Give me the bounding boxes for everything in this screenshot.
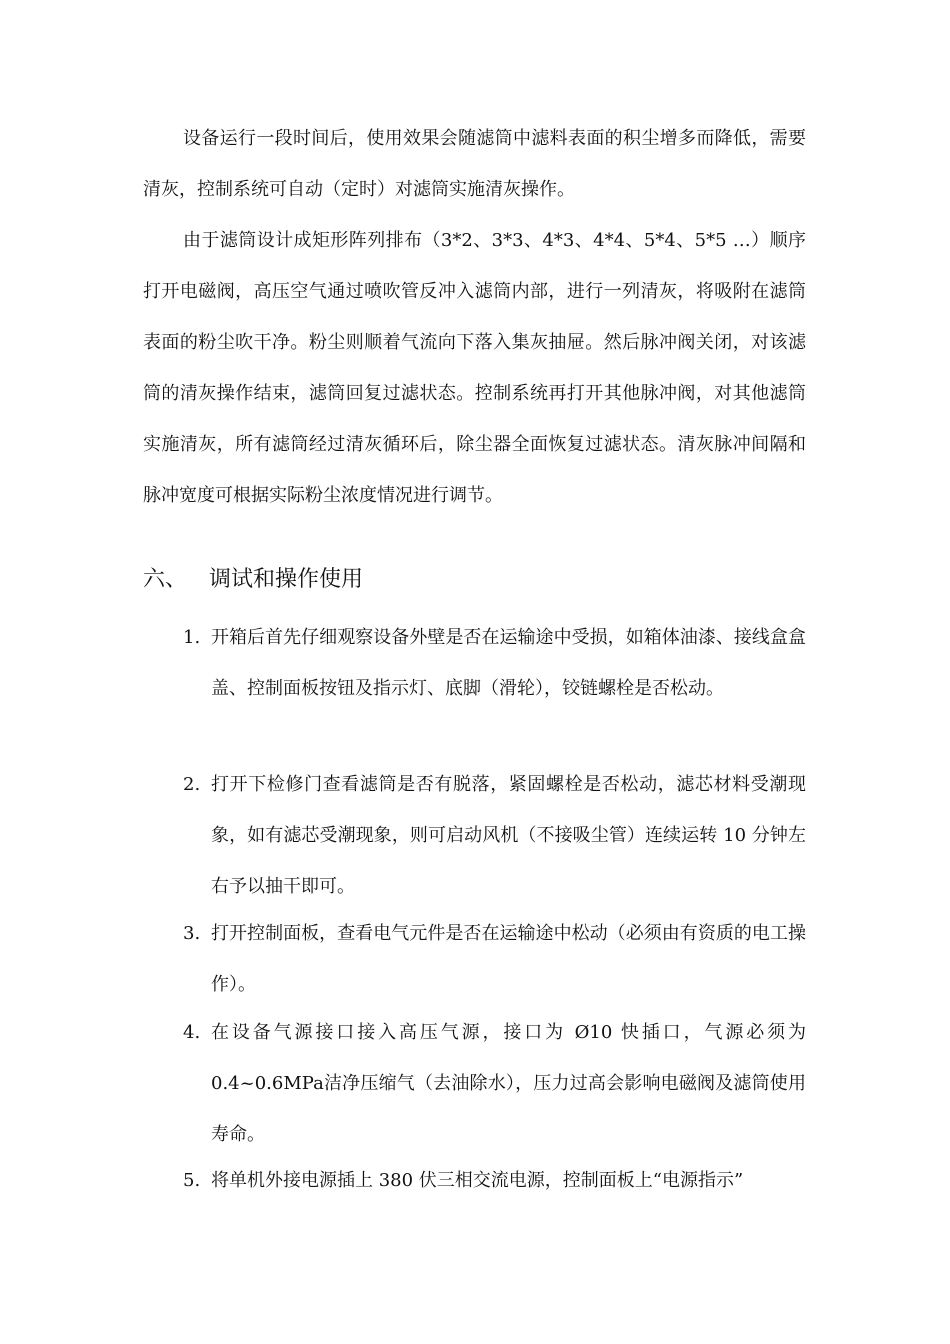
- list-item-text: 开箱后首先仔细观察设备外壁是否在运输途中受损，如箱体油漆、接线盒盒盖、控制面板按钮及指示灯、底脚（滑轮），铰链螺栓是否松动。: [211, 627, 806, 699]
- body-paragraph: 由于滤筒设计成矩形阵列排布（3*2、3*3、4*3、4*4、5*4、5*5 …）顺序打开电磁阀，高压空气通过喷吹管反冲入滤筒内部，进行一列清灰，将吸附在滤筒表面的粉尘吹干净。粉尘则顺着气流向下落入集灰抽屉。然后脉冲阀关闭，对该滤筒的清灰操作结束，滤筒回复过滤状态。控制系统再打开其他脉冲阀，对其他滤筒实施清灰，所有滤筒经过清灰循环后，除尘器全面恢复过滤状态。清灰脉冲间隔和脉冲宽度可根据实际粉尘浓度情况进行调节。: [143, 230, 806, 506]
- section-heading: [143, 560, 363, 600]
- body-paragraph: 设备运行一段时间后，使用效果会随滤筒中滤料表面的积尘增多而降低，需要清灰，控制系统可自动（定时）对滤筒实施清灰操作。: [143, 128, 806, 200]
- list-item-text: 将单机外接电源插上 380 伏三相交流电源，控制面板上“电源指示”: [211, 1170, 744, 1191]
- list-item-number: 3.: [183, 923, 201, 944]
- list-item: [183, 759, 806, 912]
- list-item-number: 4.: [183, 1022, 201, 1043]
- list-item-text: 打开控制面板，查看电气元件是否在运输途中松动（必须由有资质的电工操作）。: [211, 923, 806, 995]
- list-item-number: 1.: [183, 627, 201, 648]
- list-item-text: 在设备气源接口接入高压气源，接口为 Ø10 快插口，气源必须为 0.4~0.6MPa洁净压缩气（去油除水），压力过高会影响电磁阀及滤筒使用寿命。: [211, 1022, 806, 1145]
- list-item: [183, 1007, 806, 1160]
- list-item-number: 5.: [183, 1170, 201, 1191]
- section-number: 六、: [143, 567, 188, 592]
- list-item: [183, 908, 806, 1010]
- list-item: [183, 1155, 806, 1206]
- list-item-text: 打开下检修门查看滤筒是否有脱落，紧固螺栓是否松动，滤芯材料受潮现象，如有滤芯受潮现象，则可启动风机（不接吸尘管）连续运转 10 分钟左右予以抽干即可。: [211, 774, 806, 897]
- list-item: [183, 612, 806, 714]
- list-item-number: 2.: [183, 774, 201, 795]
- section-title: 调试和操作使用: [209, 567, 364, 592]
